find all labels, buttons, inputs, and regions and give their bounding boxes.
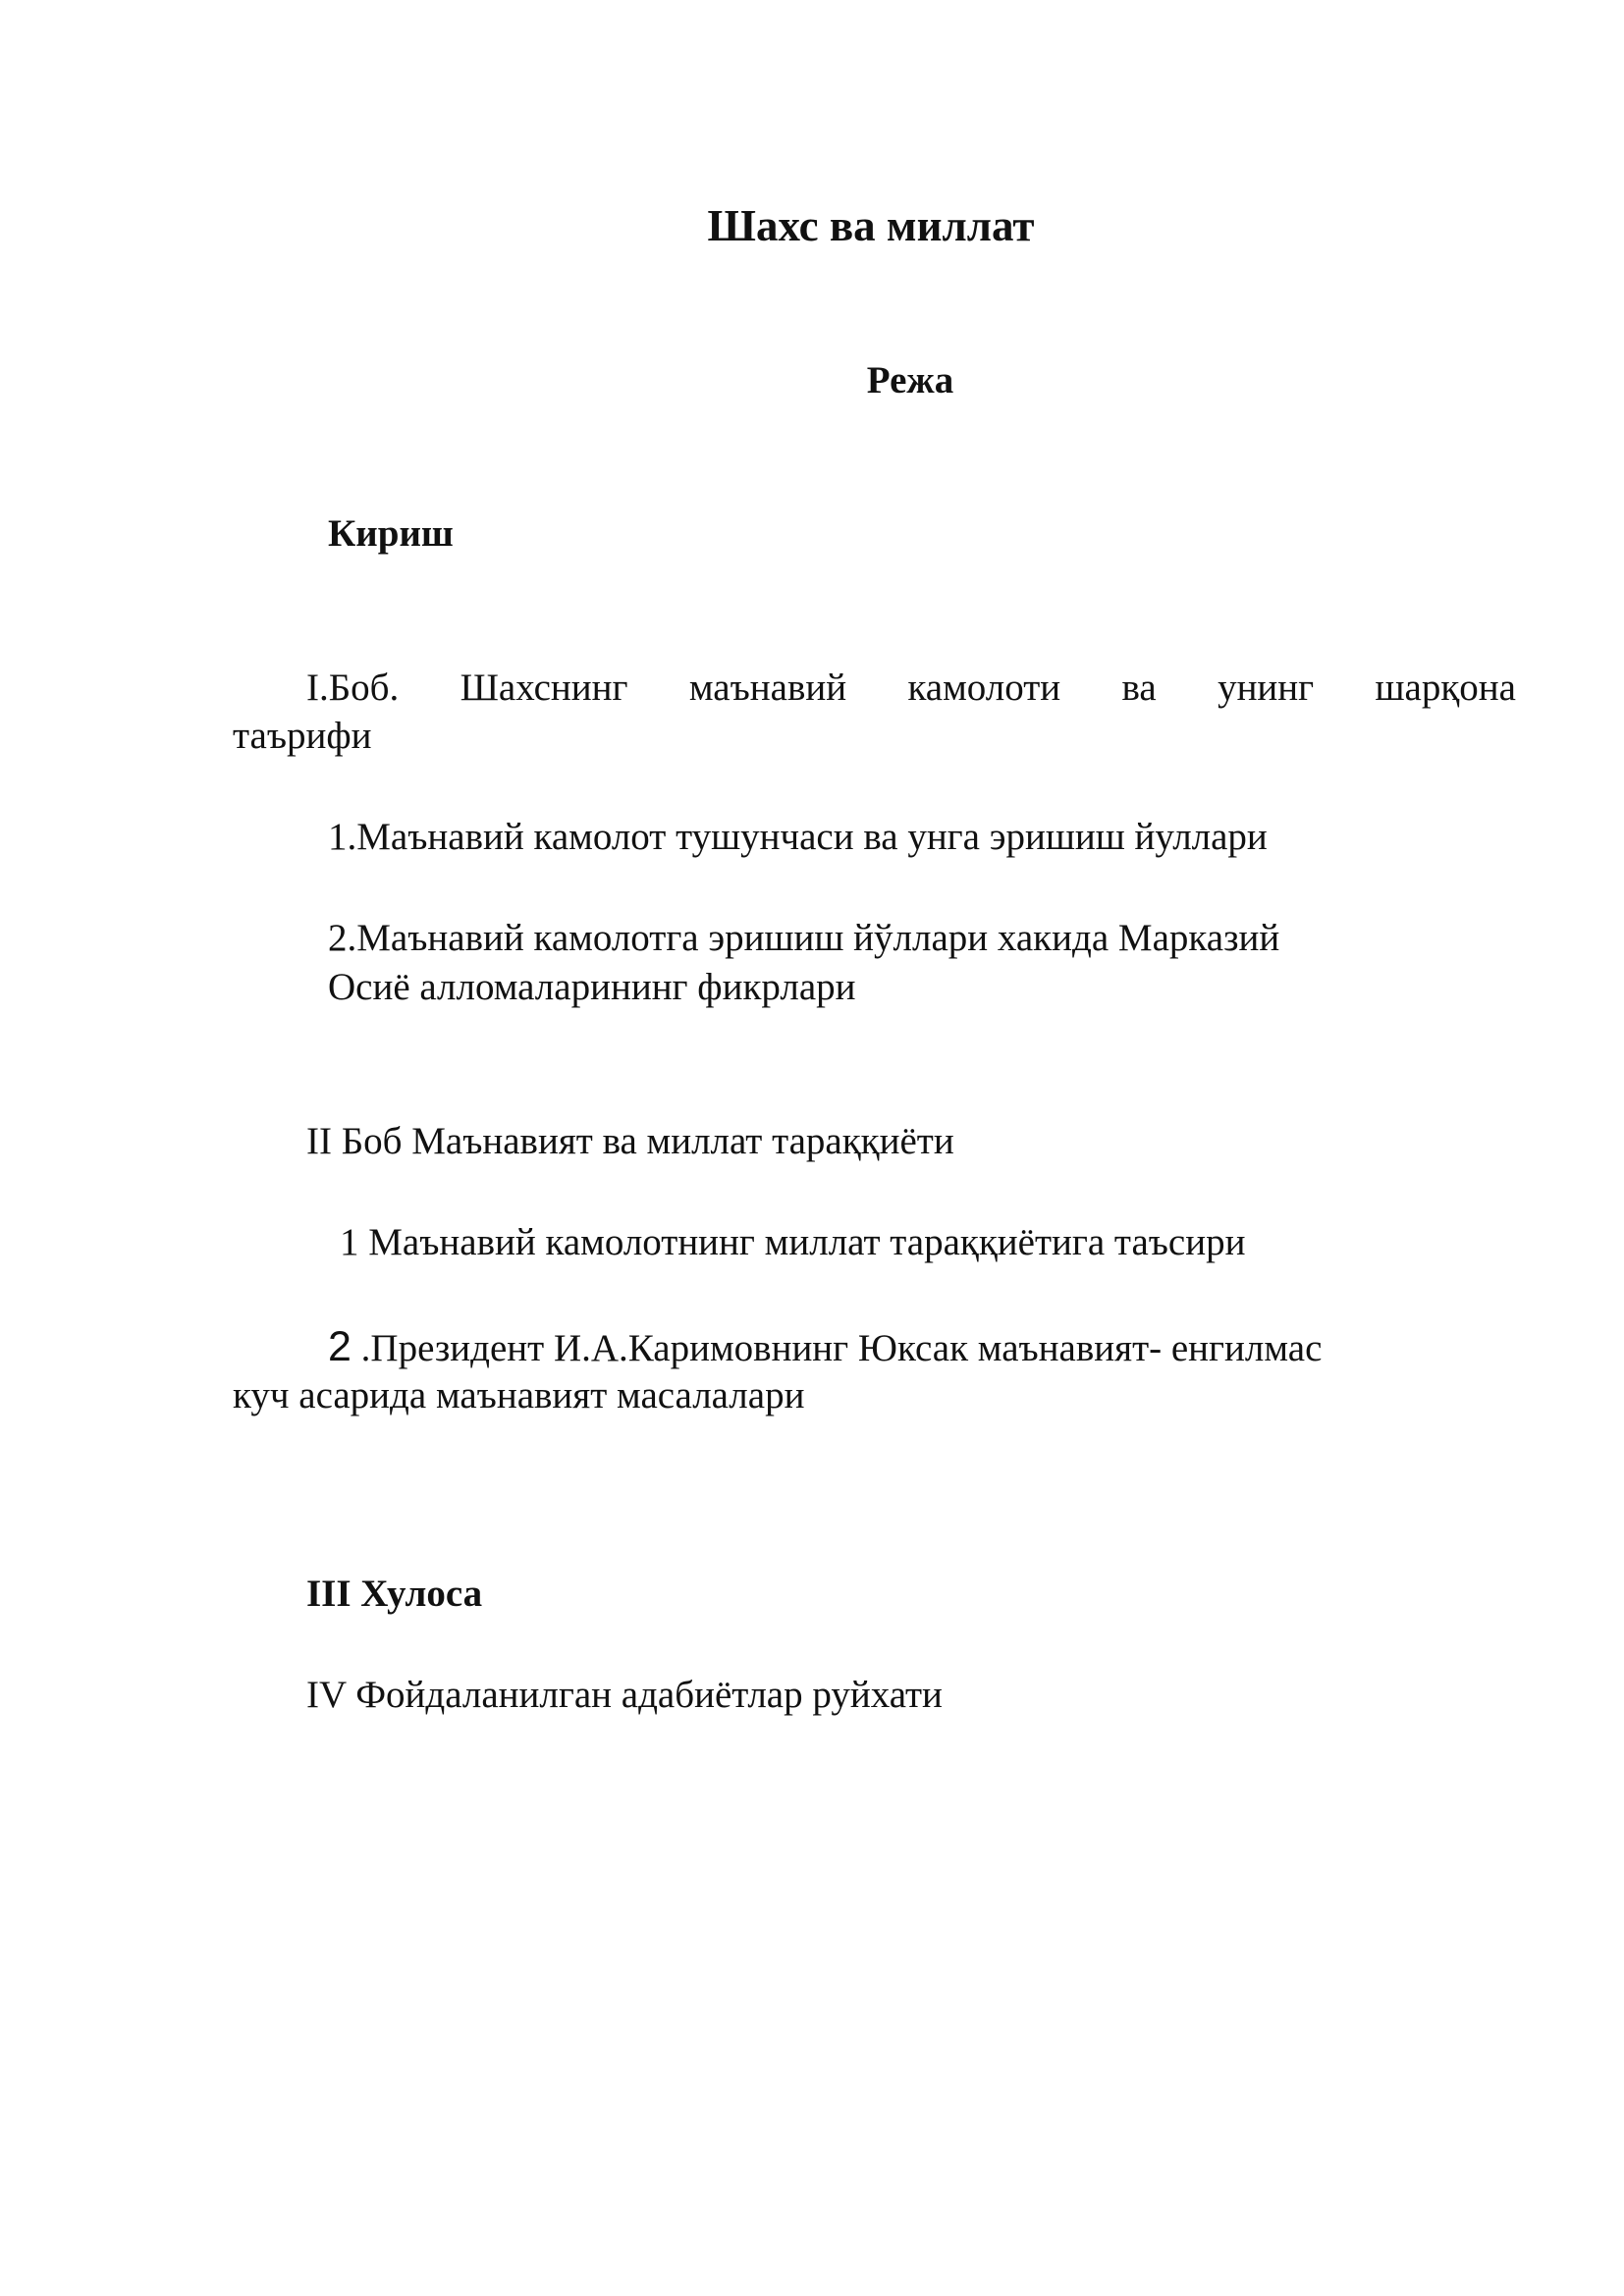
chapter2-item1: 1 Маънавий камолотнинг миллат тараққиётига таъсири (340, 1221, 1246, 1263)
chapter1-item2-line1: 2.Маънавий камолотга эришиш йўллари хакида Марказий (328, 917, 1280, 959)
chapter2-item2-text: .Президент И.А.Каримовнинг Юксак маънавият- енгилмас (351, 1327, 1323, 1369)
chapter1-item1: 1.Маънавий камолот тушунчаси ва унга эришиш йуллари (328, 816, 1268, 858)
plan-heading: Режа (866, 359, 954, 401)
chapter2-item2-number: 2 (328, 1323, 352, 1370)
chapter1-word: ва (1121, 667, 1157, 709)
chapter1-heading-line2: таърифи (233, 715, 372, 757)
intro-heading: Кириш (328, 512, 454, 555)
chapter2-item2-line2: куч асарида маънавият масалалари (233, 1374, 805, 1416)
chapter1-word: Шахснинг (460, 667, 628, 709)
chapter1-word: унинг (1218, 667, 1315, 709)
chapter1-word: камолоти (907, 667, 1061, 709)
chapter2-item2-line1 (328, 1321, 1322, 1374)
document-title: Шахс ва миллат (707, 201, 1035, 250)
chapter1-word: I.Боб. (306, 667, 400, 709)
chapter2-heading: II Боб Маънавият ва миллат тараққиёти (306, 1120, 954, 1162)
chapter1-word: маънавий (688, 667, 847, 709)
chapter1-item2-line2: Осиё алломаларининг фикрлари (328, 966, 856, 1008)
chapter1-heading-line1 (306, 663, 1516, 714)
chapter1-word: шарқона (1375, 667, 1516, 709)
references-heading: IV Фойдаланилган адабиётлар руйхати (306, 1674, 943, 1716)
conclusion-heading: III Хулоса (306, 1573, 483, 1615)
